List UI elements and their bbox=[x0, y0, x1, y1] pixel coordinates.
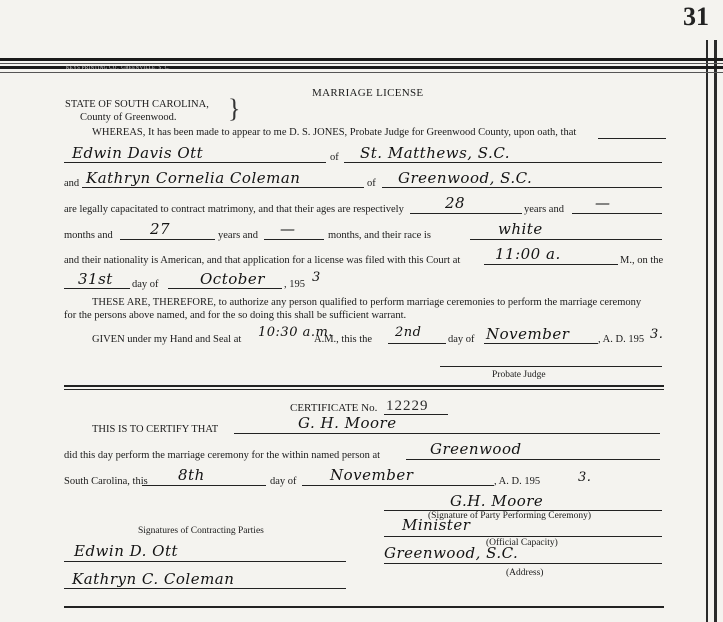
of-label: of bbox=[330, 152, 339, 163]
blank-rule bbox=[168, 288, 282, 289]
filed-month: October bbox=[200, 270, 265, 288]
for-persons-text: for the persons above named, and for the so doing this shall be sufficient warrant. bbox=[64, 310, 407, 321]
officiant-signature: G.H. Moore bbox=[450, 492, 544, 510]
top-border-thin bbox=[0, 72, 723, 73]
years-and-label: years and bbox=[218, 230, 258, 241]
blank-rule bbox=[470, 239, 662, 240]
signature-line bbox=[384, 563, 662, 564]
years-and-label: years and bbox=[524, 204, 564, 215]
given-text: GIVEN under my Hand and Seal at bbox=[92, 334, 242, 345]
bride-name: Kathryn Cornelia Coleman bbox=[86, 169, 301, 187]
am-this-the-label: A.M., this the bbox=[314, 334, 373, 345]
blank-rule bbox=[388, 343, 446, 344]
blank-rule bbox=[484, 264, 618, 265]
race: white bbox=[498, 220, 543, 238]
filed-year: 3 bbox=[312, 270, 321, 285]
address-label: (Address) bbox=[506, 568, 544, 578]
section-divider bbox=[64, 389, 664, 390]
bride-months: — bbox=[280, 220, 296, 238]
blank-rule bbox=[382, 187, 662, 188]
of-label: of bbox=[367, 178, 376, 189]
probate-judge-label: Probate Judge bbox=[492, 370, 546, 380]
groom-residence: St. Matthews, S.C. bbox=[360, 144, 511, 162]
blank-rule bbox=[142, 485, 266, 486]
given-time: 10:30 a.m. bbox=[258, 325, 333, 340]
day-of-label: day of bbox=[270, 476, 297, 487]
certificate-label: CERTIFICATE No. bbox=[290, 402, 378, 414]
sc-this-label: South Carolina, this bbox=[64, 476, 148, 487]
blank-rule bbox=[302, 485, 494, 486]
months-race-label: months, and their race is bbox=[328, 230, 431, 241]
page-binding-line bbox=[706, 40, 708, 622]
blank-rule bbox=[598, 138, 666, 139]
ceremony-day: 8th bbox=[178, 466, 205, 484]
blank-rule bbox=[82, 187, 364, 188]
official-capacity: Minister bbox=[402, 516, 471, 534]
page-number: 31 bbox=[683, 2, 709, 31]
contracting-parties-label: Signatures of Contracting Parties bbox=[138, 526, 264, 536]
certificate-number: 12229 bbox=[386, 398, 429, 414]
months-and-label: months and bbox=[64, 230, 113, 241]
did-perform-text: did this day perform the marriage ceremony for the within named person at bbox=[64, 450, 381, 461]
groom-age: 28 bbox=[445, 194, 466, 212]
blank-rule bbox=[406, 459, 660, 460]
ad-label: , A. D. 195 bbox=[494, 476, 541, 487]
blank-rule bbox=[264, 239, 324, 240]
filed-time: 11:00 a. bbox=[495, 245, 561, 263]
page-binding-line bbox=[714, 40, 717, 622]
filed-day: 31st bbox=[78, 270, 113, 288]
groom-signature: Edwin D. Ott bbox=[74, 542, 178, 560]
address: Greenwood, S.C. bbox=[384, 544, 519, 562]
ad-label: , A. D. 195 bbox=[598, 334, 645, 345]
nationality-text: and their nationality is American, and that application for a license was filed with this Court at bbox=[64, 255, 461, 266]
ceremony-place: Greenwood bbox=[430, 440, 522, 458]
given-year: 3. bbox=[650, 327, 664, 342]
and-label: and bbox=[64, 178, 80, 189]
top-border-thin bbox=[0, 63, 723, 64]
bride-signature: Kathryn C. Coleman bbox=[72, 570, 235, 588]
groom-months: — bbox=[595, 194, 611, 212]
officiant-name: G. H. Moore bbox=[298, 414, 397, 432]
bride-residence: Greenwood, S.C. bbox=[398, 169, 533, 187]
ceremony-month: November bbox=[330, 466, 414, 484]
whereas-text: WHEREAS, It has been made to appear to me D. S. JONES, Probate Judge for Greenwood County, upon oath, that bbox=[92, 127, 577, 138]
given-month: November bbox=[486, 325, 570, 343]
signature-line bbox=[384, 536, 662, 537]
m-on-the-label: M., on the bbox=[620, 255, 664, 266]
capacitated-text: are legally capacitated to contract matrimony, and that their ages are respectively bbox=[64, 204, 404, 215]
blank-rule bbox=[344, 162, 662, 163]
year-prefix: , 195 bbox=[284, 279, 305, 290]
bride-age: 27 bbox=[150, 220, 171, 238]
day-of-label: day of bbox=[132, 279, 159, 290]
blank-rule bbox=[64, 288, 130, 289]
blank-rule bbox=[572, 213, 662, 214]
brace: } bbox=[228, 94, 241, 123]
signature-line bbox=[64, 561, 346, 562]
blank-rule bbox=[64, 162, 326, 163]
given-day: 2nd bbox=[395, 325, 422, 340]
these-are-text: THESE ARE, THEREFORE, to authorize any person qualified to perform marriage ceremonies to perform the marriage ceremony bbox=[92, 297, 642, 308]
state-heading: STATE OF SOUTH CAROLINA, bbox=[65, 99, 209, 110]
license-title: MARRIAGE LICENSE bbox=[312, 87, 424, 99]
top-border-thick bbox=[0, 58, 723, 61]
groom-name: Edwin Davis Ott bbox=[72, 144, 204, 162]
county-heading: County of Greenwood. bbox=[80, 112, 177, 123]
blank-rule bbox=[120, 239, 215, 240]
blank-rule bbox=[234, 433, 660, 434]
ceremony-year: 3. bbox=[578, 470, 592, 485]
day-of-label: day of bbox=[448, 334, 475, 345]
judge-signature-line bbox=[440, 366, 662, 367]
blank-rule bbox=[484, 343, 598, 344]
certify-text: THIS IS TO CERTIFY THAT bbox=[92, 424, 219, 435]
official-capacity-label: (Official Capacity) bbox=[486, 538, 558, 548]
signature-line bbox=[64, 588, 346, 589]
performing-signature-label: (Signature of Party Performing Ceremony) bbox=[428, 511, 592, 521]
section-divider bbox=[64, 385, 664, 387]
printer-imprint: KEYS PRINTING CO., GREENVILLE, S. C. bbox=[66, 66, 170, 71]
bottom-divider bbox=[64, 606, 664, 608]
blank-rule bbox=[410, 213, 522, 214]
